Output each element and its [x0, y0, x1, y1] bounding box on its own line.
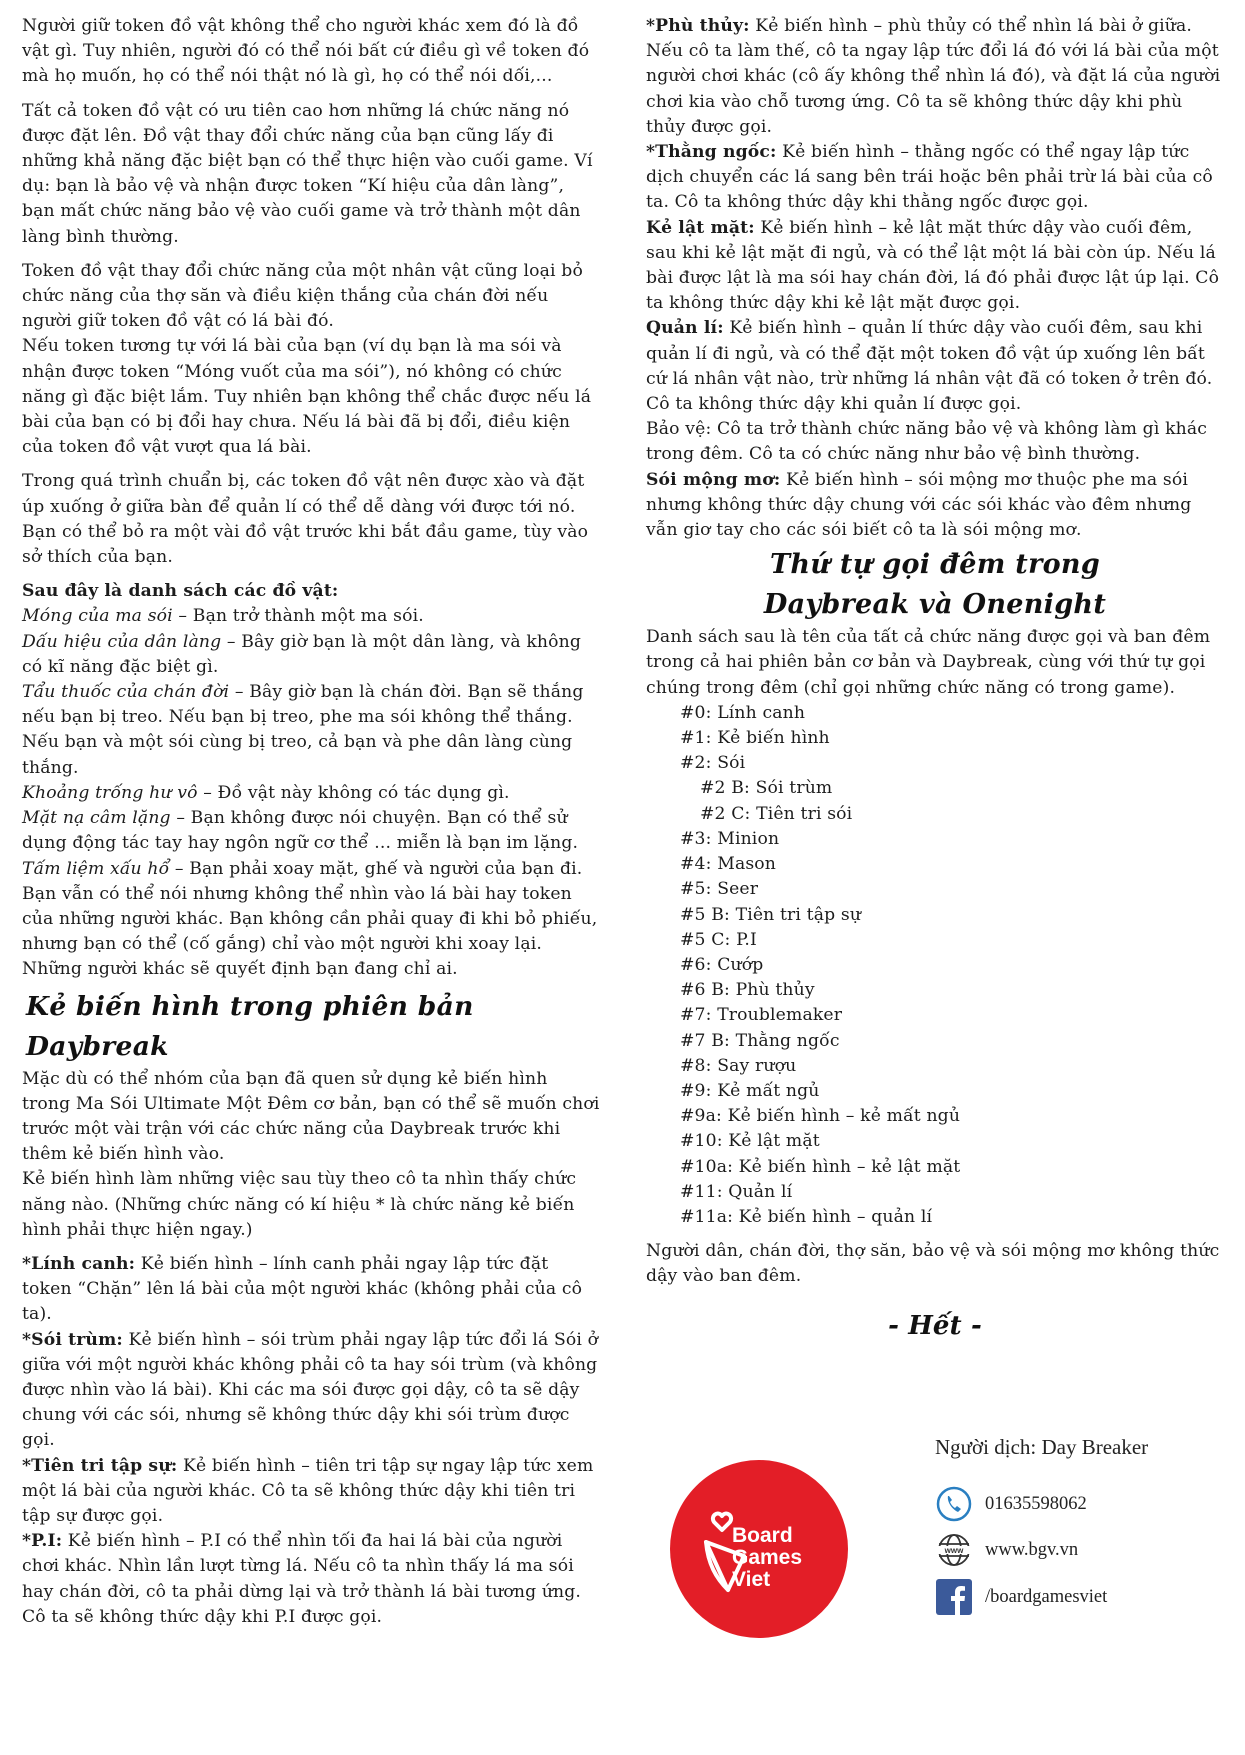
role-desc: Kẻ biến hình – P.I có thể nhìn tối đa hai lá bài của người chơi khác. Nhìn lần lượt từng lá. Nếu cô ta nhìn thấy lá ma sói hay chán đời, cô ta phải dừng lại và trở thành lá bài tương ứng. Cô ta sẽ không thức dậy khi P.I được gọi. [22, 1531, 582, 1627]
logo-word-board: Board [732, 1524, 793, 1547]
role-name: *Sói trùm: [22, 1329, 123, 1350]
list-item: #8: Say rượu [680, 1055, 797, 1076]
role-name: *Thằng ngốc: [646, 142, 777, 163]
website-row [935, 1530, 1078, 1570]
section-heading-line2: Daybreak và Onenight [763, 589, 1107, 621]
role-entry [646, 216, 1224, 317]
list-item: #4: Mason [680, 854, 777, 875]
paragraph: Nếu token tương tự với lá bài của bạn (ví dụ bạn là ma sói và nhận được token “Móng vuốt của ma sói”), nó không có chức năng gì đặc biệt lắm. Tuy nhiên bạn không thể chắc được nếu lá bài của bạn có bị đổi hay chưa. Nếu lá bài đã bị đổi, điều kiện của token đồ vật vượt qua lá bài. [22, 336, 592, 458]
globe-www-icon [935, 1531, 973, 1569]
artifact-desc: – Bạn trở thành một ma sói. [172, 606, 424, 627]
logo-word-viet: Viet [732, 1568, 771, 1591]
artifact-name: Khoảng trống hư vô [22, 782, 198, 803]
role-entry [22, 1328, 600, 1454]
role-desc: Kẻ biến hình – tiên tri tập sự ngay lập tức xem một lá bài của người khác. Cô ta sẽ không thức dậy khi tiên tri tập sự được gọi. [22, 1455, 594, 1526]
paragraph: Người dân, chán đời, thợ săn, bảo vệ và sói mộng mơ không thức dậy vào ban đêm. [646, 1241, 1220, 1287]
logo-word-games: Games [732, 1546, 803, 1569]
role-desc: Kẻ biến hình – quản lí thức dậy vào cuối đêm, sau khi quản lí đi ngủ, và có thể đặt một token đồ vật úp xuống lên bất cứ lá nhân vật nào, trừ những lá nhân vật đã có token ở trên đó. Cô ta không thức dậy khi quản lí được gọi. [646, 318, 1213, 415]
artifact-list [22, 604, 600, 982]
list-item: #5 C: P.I [680, 929, 757, 950]
artifact-desc: – Bây giờ bạn là chán đời. Bạn sẽ thắng nếu bạn bị treo. Nếu bạn bị treo, phe ma sói không thể thắng. Nếu bạn và một sói cùng bị treo, cả bạn và phe dân làng cùng thắng. [22, 682, 584, 778]
list-item: #2: Sói [680, 753, 746, 774]
role-desc: Kẻ biến hình – sói trùm phải ngay lập tức đổi lá Sói ở giữa với một người khác không phải cô ta hay sói trùm (và không được nhìn vào lá bài). Khi các ma sói được gọi dậy, cô ta sẽ dậy chung với các sói, nhưng sẽ không thức dậy khi sói trùm được gọi. [22, 1329, 599, 1451]
list-item: #5: Seer [680, 879, 759, 900]
role-entry [646, 417, 1224, 467]
role-entry [646, 316, 1224, 417]
artifact-name: Mặt nạ câm lặng [22, 808, 171, 829]
paragraph: Token đồ vật thay đổi chức năng của một nhân vật cũng loại bỏ chức năng của thợ săn và điều kiện thắng của chán đời nếu người giữ token đồ vật có lá bài đó. [22, 260, 583, 332]
artifact-name: Móng của ma sói [22, 606, 173, 627]
role-name: Sói mộng mơ: [646, 469, 781, 490]
credits-block [670, 1432, 1230, 1662]
artifact-name: Tẩu thuốc của chán đời [22, 682, 230, 703]
list-item: #9a: Kẻ biến hình – kẻ mất ngủ [680, 1106, 961, 1127]
section-heading: Kẻ biến hình trong phiên bản Daybreak [26, 990, 474, 1062]
list-item: #3: Minion [680, 828, 780, 849]
role-desc: Kẻ biến hình – lính canh phải ngay lập tức đặt token “Chặn” lên lá bài của một người khác (không phải của cô ta). [22, 1253, 583, 1325]
role-entry [22, 1529, 600, 1630]
role-desc: Bảo vệ: Cô ta trở thành chức năng bảo vệ và không làm gì khác trong đêm. Cô ta có chức năng như bảo vệ bình thường. [646, 419, 1208, 465]
facebook-handle: /boardgamesviet [985, 1586, 1108, 1607]
list-item: #11: Quản lí [680, 1181, 793, 1202]
artifact-name: Dấu hiệu của dân làng [22, 631, 222, 652]
artifact-desc: – Bạn phải xoay mặt, ghế và người của bạn đi. Bạn vẫn có thể nói nhưng không thể nhìn vào lá bài hay token của những người khác. Bạn không cần phải quay đi khi bỏ phiếu, nhưng bạn có thể (cố gắng) chỉ vào một người khi xoay lại. Những người khác sẽ quyết định bạn đang chỉ ai. [22, 858, 598, 980]
list-item: #10: Kẻ lật mặt [680, 1131, 820, 1152]
logo-graphic [670, 1460, 848, 1638]
role-name: *P.I: [22, 1531, 63, 1552]
list-item: #7: Troublemaker [680, 1005, 843, 1026]
artifact-desc: – Bạn không được nói chuyện. Bạn có thể sử dụng động tác tay hay ngôn ngữ cơ thể ... miễn là bạn im lặng. [22, 808, 579, 854]
paragraph: Danh sách sau là tên của tất cả chức năng được gọi và ban đêm trong cả hai phiên bản cơ bản và Daybreak, cùng với thứ tự gọi chúng trong đêm (chỉ gọi những chức năng có trong game). [646, 627, 1211, 698]
list-item: #1: Kẻ biến hình [680, 728, 830, 749]
website-url: www.bgv.vn [985, 1539, 1079, 1560]
artifact-item [22, 604, 600, 629]
paragraph: Bạn có thể bỏ ra một vài đồ vật trước khi bắt đầu game, tùy vào sở thích của bạn. [22, 521, 589, 568]
list-item: #6 B: Phù thủy [680, 980, 815, 1001]
facebook-icon [935, 1578, 973, 1616]
list-item: #10a: Kẻ biến hình – kẻ lật mặt [680, 1156, 961, 1177]
board-games-viet-logo [670, 1460, 848, 1638]
artifact-desc: – Bây giờ bạn là một dân làng, và không có kĩ năng đặc biệt gì. [22, 631, 582, 677]
phone-row [935, 1484, 1087, 1524]
list-item: #5 B: Tiên tri tập sự [680, 904, 862, 925]
phone-icon [935, 1485, 973, 1523]
paragraph: Trong quá trình chuẩn bị, các token đồ vật nên được xào và đặt úp xuống ở giữa bàn để quản lí có thể dễ dàng với được tới nó. [22, 471, 585, 517]
role-entry [646, 14, 1224, 140]
artifact-item [22, 781, 600, 806]
paragraph: Tất cả token đồ vật có ưu tiên cao hơn những lá chức năng nó được đặt lên. Đồ vật thay đổi chức năng của bạn cũng lấy đi những khả năng đặc biệt bạn có thể thực hiện vào cuối game. Ví dụ: bạn là bảo vệ và nhận được token “Kí hiệu của dân làng”, bạn mất chức năng bảo vệ vào cuối game và trở thành một dân làng bình thường. [22, 100, 593, 247]
role-name: Kẻ lật mặt: [646, 217, 755, 238]
role-entry [22, 1454, 600, 1530]
left-column [22, 14, 600, 1630]
role-name: *Tiên tri tập sự: [22, 1455, 178, 1476]
role-entry [646, 468, 1224, 544]
role-entry [646, 140, 1224, 216]
list-item: #11a: Kẻ biến hình – quản lí [680, 1206, 933, 1227]
role-name: *Phù thủy: [646, 16, 750, 36]
role-desc: Kẻ biến hình – thằng ngốc có thể ngay lập tức dịch chuyển các lá sang bên trái hoặc bên phải trừ lá bài của cô ta. Cô ta không thức dậy khi thằng ngốc được gọi. [646, 142, 1213, 213]
paragraph: Người giữ token đồ vật không thể cho người khác xem đó là đồ vật gì. Tuy nhiên, người đó có thể nói bất cứ điều gì về token đó mà họ muốn, họ có thể nói thật nó là gì, họ có thể nói dối,... [22, 16, 590, 87]
artifact-list-heading: Sau đây là danh sách các đồ vật: [22, 581, 339, 602]
svg-text:www: www [944, 1546, 964, 1555]
artifact-item [22, 806, 600, 856]
translator-credit: Người dịch: Day Breaker [935, 1435, 1149, 1459]
list-item: #7 B: Thằng ngốc [680, 1030, 840, 1051]
paragraph: Mặc dù có thể nhóm của bạn đã quen sử dụng kẻ biến hình trong Ma Sói Ultimate Một Đêm cơ bản, bạn có thể sẽ muốn chơi trước một vài trận với các chức năng của Daybreak trước khi thêm kẻ biến hình vào. [22, 1068, 600, 1165]
list-item: #6: Cướp [680, 954, 764, 975]
role-desc: Kẻ biến hình – phù thủy có thể nhìn lá bài ở giữa. Nếu cô ta làm thế, cô ta ngay lập tức đổi lá đó với lá bài của một người chơi khác (cô ấy không thể nhìn lá đó), và đặt lá của người chơi kia vào chỗ tương ứng. Cô ta sẽ không thức dậy khi phù thủy được gọi. [646, 16, 1221, 137]
artifact-item [22, 680, 600, 781]
role-entry [22, 1252, 600, 1328]
list-item: #2 C: Tiên tri sói [700, 803, 853, 824]
section-heading: Thứ tự gọi đêm trong [769, 549, 1101, 581]
list-item: #0: Lính canh [680, 702, 806, 723]
artifact-name: Tấm liệm xấu hổ [22, 858, 170, 879]
facebook-row [935, 1577, 1107, 1617]
right-column [646, 14, 1224, 1346]
role-desc: Kẻ biến hình – kẻ lật mặt thức dậy vào cuối đêm, sau khi kẻ lật mặt đi ngủ, và có thể lật một lá bài còn úp. Nếu lá bài được lật là ma sói hay chán đời, lá đó phải được lật úp lại. Cô ta không thức dậy khi kẻ lật mặt được gọi. [646, 217, 1220, 314]
role-name: Quản lí: [646, 318, 724, 339]
artifact-desc: – Đồ vật này không có tác dụng gì. [197, 782, 510, 803]
list-item: #9: Kẻ mất ngủ [680, 1080, 820, 1101]
paragraph: Kẻ biến hình làm những việc sau tùy theo cô ta nhìn thấy chức năng nào. (Những chức năng có kí hiệu * là chức năng kẻ biến hình phải thực hiện ngay.) [22, 1169, 577, 1240]
role-desc: Kẻ biến hình – sói mộng mơ thuộc phe ma sói nhưng không thức dậy chung với các sói khác vào đêm nhưng vẫn giơ tay cho các sói biết cô ta là sói mộng mơ. [646, 469, 1192, 541]
night-order-list [646, 701, 1224, 1230]
phone-number: 01635598062 [985, 1493, 1087, 1514]
role-name: *Lính canh: [22, 1253, 136, 1274]
artifact-item [22, 630, 600, 680]
end-marker: - Hết - [888, 1310, 982, 1341]
list-item: #2 B: Sói trùm [700, 778, 833, 799]
artifact-item [22, 857, 600, 983]
